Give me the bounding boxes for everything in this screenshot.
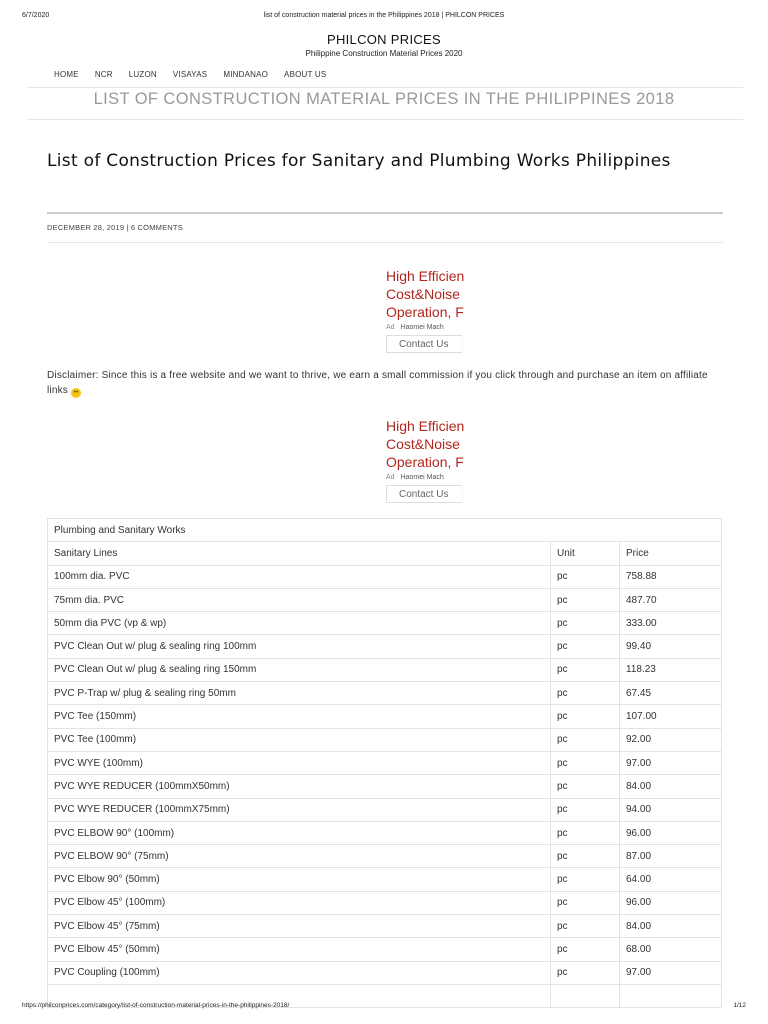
cell-item: 100mm dia. PVC [48,565,551,588]
table-caption: Plumbing and Sanitary Works [48,519,722,542]
ad-contact-button[interactable]: Contact Us [386,335,462,353]
print-header [0,12,768,22]
cell-item: PVC Clean Out w/ plug & sealing ring 100mm [48,635,551,658]
table-row [48,682,722,705]
cell-item: PVC P-Trap w/ plug & sealing ring 50mm [48,682,551,705]
cell-empty [551,984,620,1007]
cell-price: 333.00 [620,612,722,635]
cell-empty [620,984,722,1007]
cell-price: 64.00 [620,868,722,891]
cell-item: 75mm dia. PVC [48,588,551,611]
cell-unit: pc [551,728,620,751]
nav-item-mindanao[interactable]: MINDANAO [223,70,269,79]
cell-unit: pc [551,751,620,774]
cell-unit: pc [551,775,620,798]
disclaimer [47,368,727,398]
table-row [48,565,722,588]
cell-price: 94.00 [620,798,722,821]
disclaimer-text: Disclaimer: Since this is a free website and we want to thrive, we earn a small commission if you click through and purchase an item on affiliate links [47,370,708,396]
cell-unit: pc [551,821,620,844]
cell-price: 96.00 [620,891,722,914]
divider [27,87,743,88]
cell-unit: pc [551,891,620,914]
table-row [48,588,722,611]
table-row [48,961,722,984]
cell-unit: pc [551,915,620,938]
cell-item: PVC Tee (100mm) [48,728,551,751]
cell-unit: pc [551,612,620,635]
table-row [48,728,722,751]
price-table [47,518,722,1008]
divider [27,119,743,120]
cell-item: PVC Elbow 45° (50mm) [48,938,551,961]
cell-item: PVC ELBOW 90° (75mm) [48,845,551,868]
cell-price: 758.88 [620,565,722,588]
cell-price: 84.00 [620,775,722,798]
category-title: LIST OF CONSTRUCTION MATERIAL PRICES IN THE PHILIPPINES 2018 [93,90,675,108]
column-header-price: Price [620,542,722,565]
ad-contact-button[interactable]: Contact Us [386,485,462,503]
cell-unit: pc [551,635,620,658]
cell-unit: pc [551,868,620,891]
cell-price: 97.00 [620,751,722,774]
ad-attribution [386,474,464,481]
ad-unit[interactable] [386,267,464,353]
cell-price: 99.40 [620,635,722,658]
cell-price: 118.23 [620,658,722,681]
cell-price: 87.00 [620,845,722,868]
cell-price: 84.00 [620,915,722,938]
ad-advertiser: Haomei Mach [400,474,444,481]
cell-price: 92.00 [620,728,722,751]
nav-item-visayas[interactable]: VISAYAS [172,70,208,79]
table-row [48,751,722,774]
cell-price: 68.00 [620,938,722,961]
cell-item: PVC Coupling (100mm) [48,961,551,984]
column-header-item: Sanitary Lines [48,542,551,565]
slightly-smiling-face-icon: •• [71,388,81,398]
cell-unit: pc [551,588,620,611]
nav-item-home[interactable]: HOME [54,70,79,79]
table-row [48,821,722,844]
cell-unit: pc [551,961,620,984]
cell-price: 487.70 [620,588,722,611]
cell-unit: pc [551,565,620,588]
table-row [48,798,722,821]
cell-item: PVC WYE REDUCER (100mmX50mm) [48,775,551,798]
table-row [48,891,722,914]
cell-item: PVC ELBOW 90° (100mm) [48,821,551,844]
cell-item: PVC Elbow 45° (75mm) [48,915,551,938]
print-url: https://philconprices.com/category/list-of-construction-material-prices-in-the-philippines-2018/ [22,1002,290,1009]
column-header-unit: Unit [551,542,620,565]
table-row [48,775,722,798]
cell-price: 107.00 [620,705,722,728]
table-row [48,938,722,961]
cell-price: 96.00 [620,821,722,844]
ad-attribution [386,324,464,331]
table-row [48,845,722,868]
cell-unit: pc [551,798,620,821]
cell-unit: pc [551,682,620,705]
table-row [48,705,722,728]
cell-item: PVC WYE (100mm) [48,751,551,774]
print-date: 6/7/2020 [22,12,50,19]
divider [47,242,723,243]
cell-price: 97.00 [620,961,722,984]
cell-unit: pc [551,938,620,961]
cell-unit: pc [551,845,620,868]
ad-advertiser: Haomei Mach [400,324,444,331]
cell-item: PVC Elbow 90° (50mm) [48,868,551,891]
table-row [48,915,722,938]
cell-unit: pc [551,705,620,728]
table-row [48,612,722,635]
ad-unit[interactable] [386,417,464,503]
cell-unit: pc [551,658,620,681]
table-caption-row [48,519,722,542]
print-title: list of construction material prices in the Philippines 2018 | PHILCON PRICES [263,12,505,19]
table-row [48,658,722,681]
cell-price: 67.45 [620,682,722,705]
nav-item-luzon[interactable]: LUZON [128,70,157,79]
table-row [48,635,722,658]
site-branding [0,32,768,58]
site-tagline: Philippine Construction Material Prices 2020 [305,49,463,58]
title-divider [47,212,723,214]
cell-item: PVC WYE REDUCER (100mmX75mm) [48,798,551,821]
table-header-row [48,542,722,565]
ad-headline[interactable]: High Efficien Cost&Noise Operation, F [386,418,464,470]
cell-item: PVC Elbow 45° (100mm) [48,891,551,914]
post-title: List of Construction Prices for Sanitary and Plumbing Works Philippines [47,151,671,171]
cell-item: PVC Clean Out w/ plug & sealing ring 150mm [48,658,551,681]
site-name[interactable]: PHILCON PRICES [326,32,441,47]
ad-headline[interactable]: High Efficien Cost&Noise Operation, F [386,268,464,320]
ad-tag: Ad [386,324,395,331]
cell-item: PVC Tee (150mm) [48,705,551,728]
main-nav [54,70,342,79]
table-row [48,868,722,891]
nav-item-about-us[interactable]: ABOUT US [284,70,327,79]
ad-tag: Ad [386,474,395,481]
nav-item-ncr[interactable]: NCR [94,70,113,79]
post-meta[interactable]: DECEMBER 28, 2019 | 6 COMMENTS [47,223,183,232]
cell-item: 50mm dia PVC (vp & wp) [48,612,551,635]
page-number: 1/12 [733,1002,746,1009]
